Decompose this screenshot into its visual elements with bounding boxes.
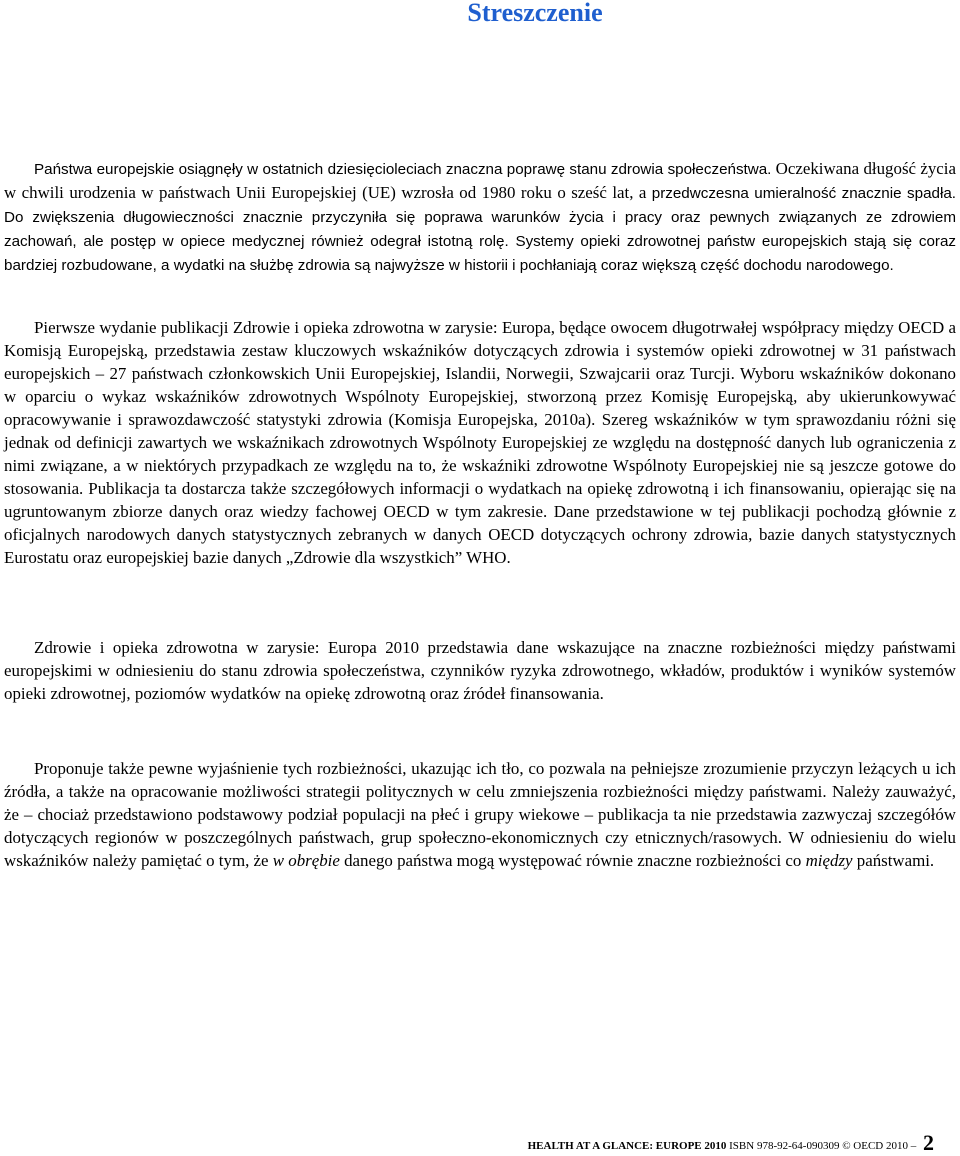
footer-series: HEALTH AT A GLANCE: EUROPE 2010 bbox=[527, 1140, 727, 1152]
paragraph-intro-sentence-2: Oczekiwana długość życia w chwili urodzenia w państwach Unii Europejskiej (UE) wzrosła od 1980 roku o sześć lat, a bbox=[4, 159, 956, 202]
footer-isbn: ISBN 978-92-64-090309 © OECD 2010 – bbox=[729, 1140, 917, 1152]
page-footer bbox=[528, 1130, 934, 1156]
paragraph-disparities bbox=[4, 636, 956, 705]
paragraph-publication-text: Pierwsze wydanie publikacji Zdrowie i opieka zdrowotna w zarysie: Europa, będące owocem długotrwałej współpracy między OECD a Komisją Europejską, przedstawia zestaw kluczowych wskaźników dotyczących zdrowia i systemów opieki zdrowotnej w 31 państwach europejskich – 27 państwach członkowskich Unii Europejskiej, Islandii, Norwegii, Szwajcarii oraz Turcji. Wyboru wskaźników dokonano w oparciu o wykaz wskaźników zdrowotnych Wspólnoty Europejskiej, stworzoną przez Komisję Europejską, aby ukierunkowywać opracowywanie i sprawozdawczość statystyki zdrowia (Komisja Europejska, 2010a). Szereg wskaźników w tym sprawozdaniu różni się jednak od definicji zawartych we wskaźnikach zdrowotnych Wspólnoty Europejskiej ze względu na dostępność danych lub ograniczenia z nimi związane, a w niektórych przypadkach ze względu na to, że wskaźniki zdrowotne Wspólnoty Europejskiej nie są jeszcze gotowe do stosowania. Publikacja ta dostarcza także szczegółowych informacji o wydatkach na opiekę zdrowotną i ich finansowaniu, opierając się na ugruntowanym zbiorze danych oraz wiedzy fachowej OECD w tym zakresie. Dane przedstawione w tej publikacji pochodzą głównie z oficjalnych narodowych danych statystycznych zebranych w danych OECD dotyczących ochrony zdrowia, bazie danych statystycznych Eurostatu oraz europejskiej bazie danych „Zdrowie dla wszystkich” WHO. bbox=[4, 318, 956, 567]
paragraph-intro-rest: przedwczesna umieralność znacznie spadła. Do zwiększenia długowieczności znacznie przyczyniła się poprawa warunków życia i pracy oraz pewnych związanych ze zdrowiem zachowań, ale postęp w opiece medycznej również odegrał istotną rolę. Systemy opieki zdrowotnej państw europejskich stają się coraz bardziej rozbudowane, a wydatki na służbę zdrowia są najwyższe w historii i pochłaniają coraz większą część dochodu narodowego. bbox=[4, 185, 957, 274]
emphasis-within: w obrębie bbox=[272, 851, 340, 870]
paragraph-intro-sentence-1: Państwa europejskie osiągnęły w ostatnich dziesięcioleciach znaczna poprawę stanu zdrowia społeczeństwa. bbox=[34, 161, 772, 178]
paragraph-explanation bbox=[4, 757, 956, 872]
paragraph-explanation-text-3: państwami. bbox=[856, 851, 935, 870]
paragraph-explanation-text-2: danego państwa mogą występować równie znaczne rozbieżności co bbox=[344, 851, 802, 870]
page-number: 2 bbox=[923, 1130, 934, 1155]
page-title: Streszczenie bbox=[467, 0, 603, 27]
paragraph-publication bbox=[4, 316, 956, 569]
paragraph-disparities-text: Zdrowie i opieka zdrowotna w zarysie: Europa 2010 przedstawia dane wskazujące na znaczne rozbieżności między państwami europejskimi w odniesieniu do stanu zdrowia społeczeństwa, czynników ryzyka zdrowotnego, wkładów, produktów i wyników systemów opieki zdrowotnej, poziomów wydatków na opiekę zdrowotną oraz źródeł finansowania. bbox=[4, 638, 956, 703]
paragraph-intro bbox=[4, 157, 956, 277]
paragraph-explanation-text: Proponuje także pewne wyjaśnienie tych rozbieżności, ukazując ich tło, co pozwala na pełniejsze zrozumienie przyczyn leżących u ich źródła, a także na opracowanie możliwości strategii politycznych w celu zmniejszenia rozbieżności między państwami. Należy zauważyć, że – chociaż przedstawiono podstawowy podział populacji na płeć i grupy wiekowe – publikacja ta nie przedstawia zazwyczaj szczegółów dotyczących regionów w poszczególnych państwach, grup społeczno-ekonomicznych czy etnicznych/rasowych. W odniesieniu do wielu wskaźników należy pamiętać o tym, że bbox=[4, 759, 956, 870]
emphasis-between: między bbox=[805, 851, 853, 870]
